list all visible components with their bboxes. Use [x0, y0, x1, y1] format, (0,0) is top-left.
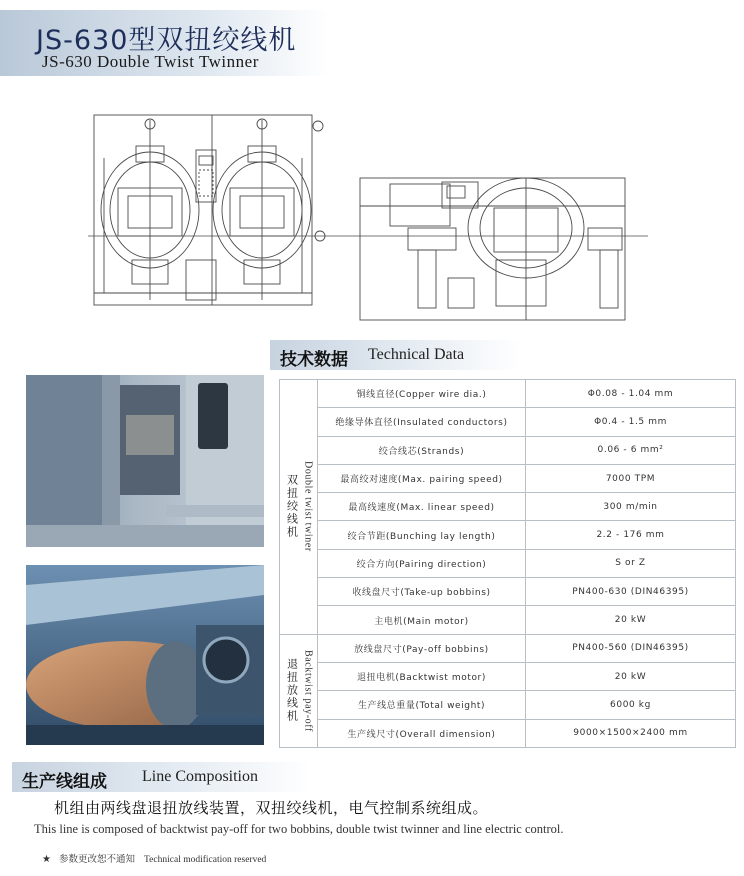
- param-cell: 绞合线芯(Strands): [318, 436, 526, 464]
- table-row: [280, 691, 736, 719]
- technical-data-table: [279, 379, 736, 748]
- page-title: JS-630型双扭绞线机: [36, 25, 297, 56]
- footnote-text-en: Technical modification reserved: [144, 855, 267, 865]
- value-cell: PN400-630 (DIN46395): [526, 578, 736, 606]
- param-cell: 最高线速度(Max. linear speed): [318, 493, 526, 521]
- table-row: [280, 493, 736, 521]
- value-cell: 20 kW: [526, 662, 736, 690]
- table-row: [280, 662, 736, 690]
- value-cell: 0.06 - 6 mm²: [526, 436, 736, 464]
- param-cell: 收线盘尺寸(Take-up bobbins): [318, 578, 526, 606]
- table-row: [280, 578, 736, 606]
- value-cell: 2.2 - 176 mm: [526, 521, 736, 549]
- line-composition-text-en: This line is composed of backtwist pay-off for two bobbins, double twist twinner and line electric control.: [34, 822, 564, 836]
- value-cell: 20 kW: [526, 606, 736, 634]
- group-payoff: [280, 634, 318, 747]
- param-cell: 放线盘尺寸(Pay-off bobbins): [318, 634, 526, 662]
- param-cell: 主电机(Main motor): [318, 606, 526, 634]
- machine-line-drawing: [88, 110, 648, 325]
- param-cell: 生产线尺寸(Overall dimension): [318, 719, 526, 747]
- technical-data-title-cn: 技术数据: [280, 350, 348, 370]
- value-cell: 7000 TPM: [526, 464, 736, 492]
- param-cell: 绞合节距(Bunching lay length): [318, 521, 526, 549]
- group-twinner-en: Double twist twiner: [302, 461, 314, 553]
- group-twinner-cn: 双扭绞线机: [285, 474, 299, 540]
- line-composition-title-en: Line Composition: [142, 768, 258, 785]
- footnote: [42, 851, 266, 865]
- table-row: [280, 521, 736, 549]
- param-cell: 最高绞对速度(Max. pairing speed): [318, 464, 526, 492]
- table-row: [280, 408, 736, 436]
- param-cell: 绞合方向(Pairing direction): [318, 549, 526, 577]
- value-cell: S or Z: [526, 549, 736, 577]
- value-cell: Φ0.08 - 1.04 mm: [526, 380, 736, 408]
- param-cell: 铜线直径(Copper wire dia.): [318, 380, 526, 408]
- table-row: [280, 464, 736, 492]
- value-cell: 9000×1500×2400 mm: [526, 719, 736, 747]
- table-row: [280, 436, 736, 464]
- table-row: [280, 606, 736, 634]
- value-cell: 300 m/min: [526, 493, 736, 521]
- line-composition-text-cn: 机组由两线盘退扭放线装置，双扭绞线机，电气控制系统组成。: [54, 799, 489, 817]
- star-icon: ★: [42, 854, 51, 865]
- group-payoff-cn: 退扭放线机: [285, 658, 299, 724]
- group-payoff-en: Backtwist pay-off: [302, 649, 314, 732]
- page-subtitle: JS-630 Double Twist Twinner: [42, 52, 259, 71]
- value-cell: 6000 kg: [526, 691, 736, 719]
- param-cell: 退扭电机(Backtwist motor): [318, 662, 526, 690]
- technical-data-title-en: Technical Data: [368, 346, 465, 363]
- table-row: [280, 549, 736, 577]
- wire-bobbin-photo: [26, 565, 264, 745]
- param-cell: 绝缘导体直径(Insulated conductors): [318, 408, 526, 436]
- table-row: [280, 634, 736, 662]
- table-row: [280, 719, 736, 747]
- group-twinner: [280, 380, 318, 635]
- param-cell: 生产线总重量(Total weight): [318, 691, 526, 719]
- value-cell: PN400-560 (DIN46395): [526, 634, 736, 662]
- footnote-text-cn: 参数更改恕不通知: [59, 854, 136, 865]
- machine-cabinet-photo: [26, 375, 264, 547]
- value-cell: Φ0.4 - 1.5 mm: [526, 408, 736, 436]
- table-row: [280, 380, 736, 408]
- line-composition-title-cn: 生产线组成: [22, 772, 107, 792]
